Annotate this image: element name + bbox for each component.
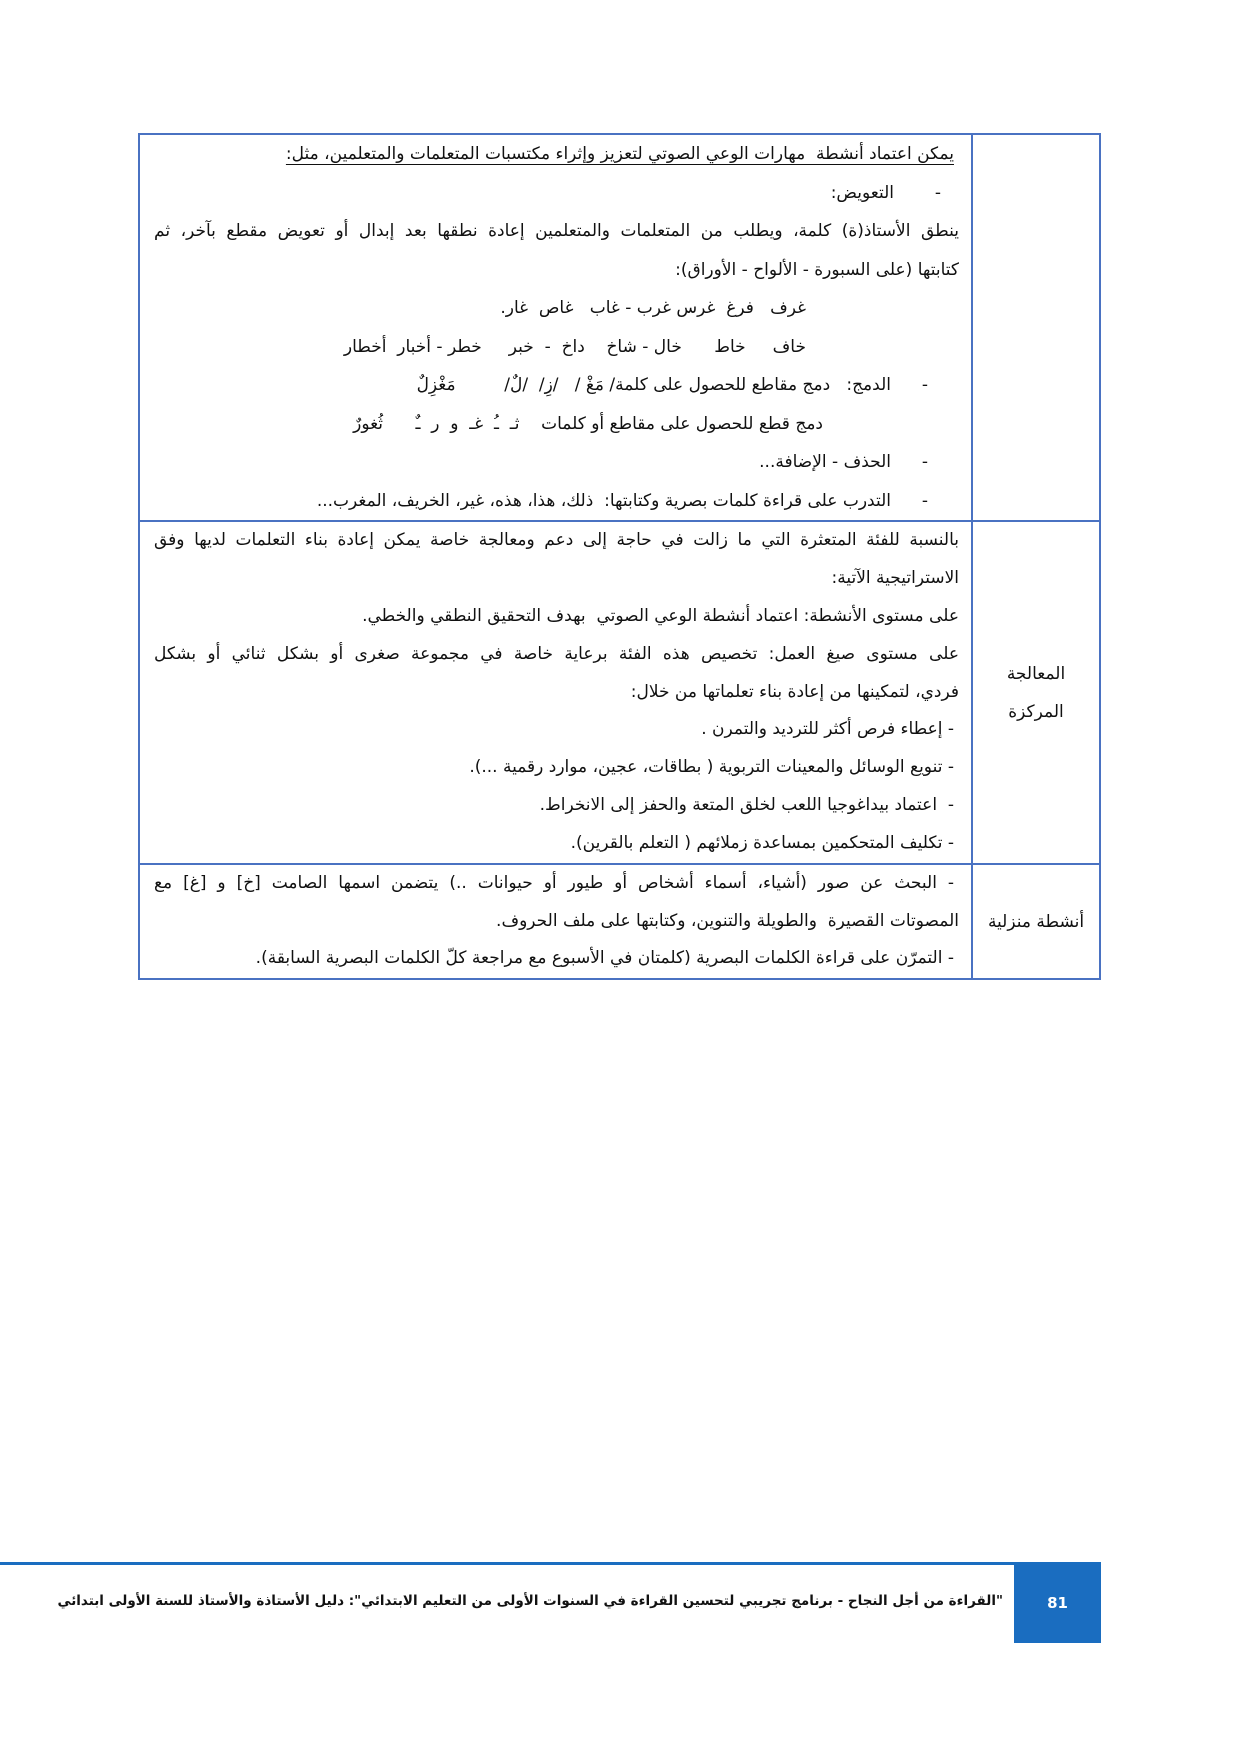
footer-rule [0,1562,1014,1565]
text-line: على مستوى الأنشطة: اعتماد أنشطة الوعي الصوتي بهدف التحقيق النطقي والخطي. [362,605,959,626]
word-list-line: خاف خاط خال - شاخ داخ - خبر خطر - أخبار أخطار [343,336,806,357]
word-list-line: غرف فرغ غرس غرب - غاب غاص غار. [500,298,806,318]
section-heading: يمكن اعتماد أنشطة مهارات الوعي الصوتي لتعزيز وإثراء مكتسبات المتعلمات والمتعلمين، مثل: [285,144,954,164]
text-line: فردي، لتمكينها من إعادة بناء تعلماتها من خلال: [630,681,959,702]
page-number-box [1014,1562,1101,1643]
list-item-text: الدمج: دمج مقاطع للحصول على كلمة/ مَغْ / /زِ/ /لٌ/ مَغْزِلٌ [416,375,891,395]
text-line: بالنسبة للفئة المتعثرة التي ما زالت في حاجة إلى دعم ومعالجة خاصة يمكن إعادة بناء التعلمات لديها وفق [154,530,959,550]
list-item [140,443,971,482]
list-item: - اعتماد بيداغوجيا اللعب لخلق المتعة والحفز إلى الانخراط. [539,795,954,816]
text-line: على مستوى صيغ العمل: تخصيص هذه الفئة برعاية خاصة في مجموعة صغرى أو بشكل ثنائي أو بشكل [154,643,959,664]
list-item: - تكليف المتحكمين بمساعدة زملائهم ( التعلم بالقرين). [570,833,954,854]
row-label [971,865,1099,978]
page-number: 81 [1047,1593,1068,1612]
text-line: دمج قطع للحصول على مقاطع أو كلمات ثـ ـُ غـ و ر ـٌ ثُغورٌ [353,413,823,434]
table-row [140,863,1099,978]
list-item-text: التدرب على قراءة كلمات بصرية وكتابتها: ذلك، هذا، هذه، غير، الخريف، المغرب... [316,490,891,511]
row-label-line: المعالجة [1006,663,1066,684]
text-line: الاستراتيجية الآتية: [831,567,959,588]
row-content [140,135,971,520]
text-line: كتابتها (على السبورة - الألواح - الأوراق): [675,259,959,280]
activities-table [138,133,1101,980]
bullet-dash: - [934,182,941,203]
text-line: ينطق الأستاذ(ة) كلمة، ويطلب من المتعلمات والمتعلمين إعادة نطقها بعد إبدال أو تعويض مقطع بآخر، ثم [154,221,959,241]
list-item: - تنويع الوسائل والمعينات التربوية ( بطاقات، عجين، موارد رقمية ...). [469,757,954,778]
list-item-text: الحذف - الإضافة... [759,452,891,472]
row-label [971,135,1099,520]
footer-title: "القراءة من أجل النجاح - برنامج تجريبي لتحسين القراءة في السنوات الأولى من التعليم الابتدائي": دليل الأستاذة والأستاذ للسنة الأولى ابتدائي [57,1593,1003,1609]
list-item [140,482,971,521]
row-label [971,522,1099,863]
bullet-dash: - [921,375,928,395]
row-content [140,522,971,863]
table-row [140,135,1099,520]
row-content [140,865,971,978]
list-item-text: التعويض: [830,182,894,203]
list-item [140,366,971,405]
list-item: - التمرّن على قراءة الكلمات البصرية (كلمتان في الأسبوع مع مراجعة كلّ الكلمات البصرية السابقة). [255,948,954,969]
list-item: - إعطاء فرص أكثر للترديد والتمرن . [701,719,954,740]
list-item: - البحث عن صور (أشياء، أسماء أشخاص أو طيور أو حيوانات ..) يتضمن اسمها الصامت [خ] و [غ] مع [154,873,954,893]
bullet-dash: - [921,490,928,511]
row-label-line: المركزة [1008,701,1064,722]
row-label-line: أنشطة منزلية [987,911,1085,932]
text-line: المصوتات القصيرة والطويلة والتنوين، وكتابتها على ملف الحروف. [496,910,959,931]
list-item [140,174,971,213]
bullet-dash: - [921,452,928,472]
table-row [140,520,1099,863]
